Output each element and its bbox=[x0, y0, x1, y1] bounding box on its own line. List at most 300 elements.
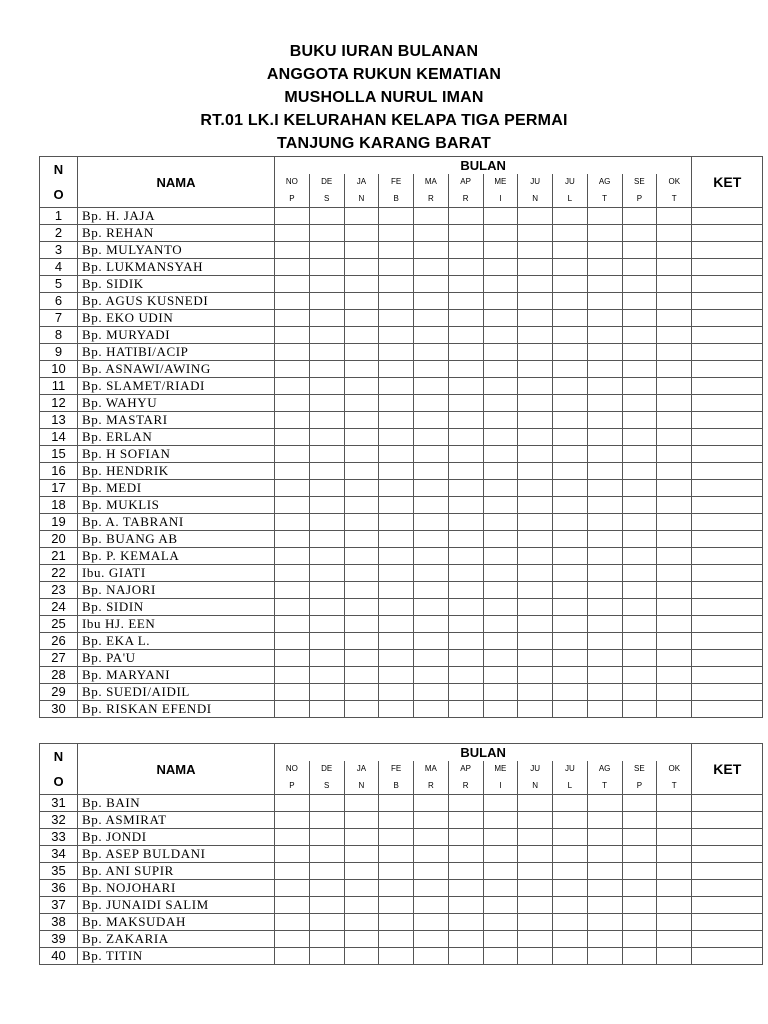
month-payment-cell[interactable] bbox=[414, 880, 449, 897]
month-payment-cell[interactable] bbox=[483, 846, 518, 863]
month-payment-cell[interactable] bbox=[483, 531, 518, 548]
month-payment-cell[interactable] bbox=[587, 795, 622, 812]
month-payment-cell[interactable] bbox=[414, 914, 449, 931]
month-payment-cell[interactable] bbox=[344, 208, 379, 225]
month-payment-cell[interactable] bbox=[483, 616, 518, 633]
month-payment-cell[interactable] bbox=[553, 480, 588, 497]
month-payment-cell[interactable] bbox=[657, 880, 692, 897]
month-payment-cell[interactable] bbox=[553, 395, 588, 412]
month-payment-cell[interactable] bbox=[518, 684, 553, 701]
month-payment-cell[interactable] bbox=[518, 293, 553, 310]
month-payment-cell[interactable] bbox=[275, 667, 310, 684]
month-payment-cell[interactable] bbox=[309, 412, 344, 429]
month-payment-cell[interactable] bbox=[309, 497, 344, 514]
month-payment-cell[interactable] bbox=[553, 276, 588, 293]
month-payment-cell[interactable] bbox=[518, 378, 553, 395]
month-payment-cell[interactable] bbox=[414, 582, 449, 599]
month-payment-cell[interactable] bbox=[379, 616, 414, 633]
month-payment-cell[interactable] bbox=[379, 914, 414, 931]
ket-cell[interactable] bbox=[692, 914, 763, 931]
month-payment-cell[interactable] bbox=[657, 914, 692, 931]
month-payment-cell[interactable] bbox=[379, 684, 414, 701]
month-payment-cell[interactable] bbox=[275, 846, 310, 863]
month-payment-cell[interactable] bbox=[309, 548, 344, 565]
month-payment-cell[interactable] bbox=[344, 327, 379, 344]
month-payment-cell[interactable] bbox=[414, 565, 449, 582]
month-payment-cell[interactable] bbox=[414, 293, 449, 310]
month-payment-cell[interactable] bbox=[309, 914, 344, 931]
month-payment-cell[interactable] bbox=[518, 948, 553, 965]
month-payment-cell[interactable] bbox=[657, 327, 692, 344]
month-payment-cell[interactable] bbox=[275, 480, 310, 497]
ket-cell[interactable] bbox=[692, 242, 763, 259]
month-payment-cell[interactable] bbox=[657, 276, 692, 293]
month-payment-cell[interactable] bbox=[379, 259, 414, 276]
month-payment-cell[interactable] bbox=[553, 344, 588, 361]
month-payment-cell[interactable] bbox=[309, 880, 344, 897]
month-payment-cell[interactable] bbox=[379, 446, 414, 463]
month-payment-cell[interactable] bbox=[309, 863, 344, 880]
ket-cell[interactable] bbox=[692, 548, 763, 565]
month-payment-cell[interactable] bbox=[448, 497, 483, 514]
month-payment-cell[interactable] bbox=[587, 446, 622, 463]
month-payment-cell[interactable] bbox=[275, 412, 310, 429]
ket-cell[interactable] bbox=[692, 480, 763, 497]
month-payment-cell[interactable] bbox=[587, 863, 622, 880]
month-payment-cell[interactable] bbox=[587, 531, 622, 548]
ket-cell[interactable] bbox=[692, 463, 763, 480]
month-payment-cell[interactable] bbox=[275, 327, 310, 344]
month-payment-cell[interactable] bbox=[518, 412, 553, 429]
ket-cell[interactable] bbox=[692, 582, 763, 599]
month-payment-cell[interactable] bbox=[553, 897, 588, 914]
ket-cell[interactable] bbox=[692, 565, 763, 582]
month-payment-cell[interactable] bbox=[309, 242, 344, 259]
month-payment-cell[interactable] bbox=[622, 880, 657, 897]
month-payment-cell[interactable] bbox=[344, 948, 379, 965]
month-payment-cell[interactable] bbox=[657, 863, 692, 880]
month-payment-cell[interactable] bbox=[657, 480, 692, 497]
ket-cell[interactable] bbox=[692, 829, 763, 846]
ket-cell[interactable] bbox=[692, 446, 763, 463]
month-payment-cell[interactable] bbox=[518, 259, 553, 276]
month-payment-cell[interactable] bbox=[309, 684, 344, 701]
month-payment-cell[interactable] bbox=[553, 429, 588, 446]
month-payment-cell[interactable] bbox=[344, 812, 379, 829]
month-payment-cell[interactable] bbox=[587, 650, 622, 667]
month-payment-cell[interactable] bbox=[483, 548, 518, 565]
ket-cell[interactable] bbox=[692, 633, 763, 650]
month-payment-cell[interactable] bbox=[309, 327, 344, 344]
month-payment-cell[interactable] bbox=[622, 667, 657, 684]
month-payment-cell[interactable] bbox=[414, 429, 449, 446]
month-payment-cell[interactable] bbox=[275, 276, 310, 293]
month-payment-cell[interactable] bbox=[483, 931, 518, 948]
month-payment-cell[interactable] bbox=[448, 463, 483, 480]
month-payment-cell[interactable] bbox=[275, 208, 310, 225]
month-payment-cell[interactable] bbox=[379, 863, 414, 880]
month-payment-cell[interactable] bbox=[448, 531, 483, 548]
month-payment-cell[interactable] bbox=[483, 948, 518, 965]
month-payment-cell[interactable] bbox=[483, 880, 518, 897]
month-payment-cell[interactable] bbox=[448, 684, 483, 701]
month-payment-cell[interactable] bbox=[553, 259, 588, 276]
month-payment-cell[interactable] bbox=[622, 812, 657, 829]
month-payment-cell[interactable] bbox=[414, 667, 449, 684]
month-payment-cell[interactable] bbox=[622, 395, 657, 412]
month-payment-cell[interactable] bbox=[448, 880, 483, 897]
month-payment-cell[interactable] bbox=[518, 548, 553, 565]
month-payment-cell[interactable] bbox=[448, 548, 483, 565]
month-payment-cell[interactable] bbox=[448, 565, 483, 582]
month-payment-cell[interactable] bbox=[275, 914, 310, 931]
month-payment-cell[interactable] bbox=[448, 480, 483, 497]
month-payment-cell[interactable] bbox=[275, 344, 310, 361]
ket-cell[interactable] bbox=[692, 378, 763, 395]
month-payment-cell[interactable] bbox=[448, 897, 483, 914]
ket-cell[interactable] bbox=[692, 667, 763, 684]
month-payment-cell[interactable] bbox=[622, 378, 657, 395]
month-payment-cell[interactable] bbox=[379, 931, 414, 948]
month-payment-cell[interactable] bbox=[309, 225, 344, 242]
month-payment-cell[interactable] bbox=[344, 259, 379, 276]
month-payment-cell[interactable] bbox=[344, 429, 379, 446]
ket-cell[interactable] bbox=[692, 684, 763, 701]
month-payment-cell[interactable] bbox=[622, 361, 657, 378]
month-payment-cell[interactable] bbox=[309, 795, 344, 812]
ket-cell[interactable] bbox=[692, 412, 763, 429]
ket-cell[interactable] bbox=[692, 650, 763, 667]
month-payment-cell[interactable] bbox=[379, 310, 414, 327]
month-payment-cell[interactable] bbox=[657, 361, 692, 378]
month-payment-cell[interactable] bbox=[448, 514, 483, 531]
month-payment-cell[interactable] bbox=[414, 616, 449, 633]
month-payment-cell[interactable] bbox=[275, 599, 310, 616]
month-payment-cell[interactable] bbox=[275, 446, 310, 463]
month-payment-cell[interactable] bbox=[657, 344, 692, 361]
month-payment-cell[interactable] bbox=[309, 829, 344, 846]
month-payment-cell[interactable] bbox=[483, 327, 518, 344]
month-payment-cell[interactable] bbox=[379, 225, 414, 242]
month-payment-cell[interactable] bbox=[587, 293, 622, 310]
month-payment-cell[interactable] bbox=[483, 242, 518, 259]
month-payment-cell[interactable] bbox=[275, 795, 310, 812]
month-payment-cell[interactable] bbox=[344, 225, 379, 242]
month-payment-cell[interactable] bbox=[518, 633, 553, 650]
month-payment-cell[interactable] bbox=[344, 616, 379, 633]
month-payment-cell[interactable] bbox=[483, 395, 518, 412]
month-payment-cell[interactable] bbox=[553, 846, 588, 863]
month-payment-cell[interactable] bbox=[379, 497, 414, 514]
month-payment-cell[interactable] bbox=[657, 412, 692, 429]
month-payment-cell[interactable] bbox=[657, 701, 692, 718]
month-payment-cell[interactable] bbox=[553, 616, 588, 633]
month-payment-cell[interactable] bbox=[448, 344, 483, 361]
month-payment-cell[interactable] bbox=[483, 599, 518, 616]
month-payment-cell[interactable] bbox=[553, 701, 588, 718]
month-payment-cell[interactable] bbox=[414, 633, 449, 650]
month-payment-cell[interactable] bbox=[275, 633, 310, 650]
month-payment-cell[interactable] bbox=[657, 548, 692, 565]
month-payment-cell[interactable] bbox=[448, 863, 483, 880]
month-payment-cell[interactable] bbox=[275, 225, 310, 242]
month-payment-cell[interactable] bbox=[414, 548, 449, 565]
month-payment-cell[interactable] bbox=[553, 948, 588, 965]
month-payment-cell[interactable] bbox=[309, 514, 344, 531]
month-payment-cell[interactable] bbox=[448, 310, 483, 327]
month-payment-cell[interactable] bbox=[587, 667, 622, 684]
month-payment-cell[interactable] bbox=[414, 276, 449, 293]
month-payment-cell[interactable] bbox=[622, 565, 657, 582]
month-payment-cell[interactable] bbox=[379, 208, 414, 225]
month-payment-cell[interactable] bbox=[657, 293, 692, 310]
month-payment-cell[interactable] bbox=[518, 480, 553, 497]
month-payment-cell[interactable] bbox=[448, 616, 483, 633]
month-payment-cell[interactable] bbox=[657, 497, 692, 514]
month-payment-cell[interactable] bbox=[622, 914, 657, 931]
month-payment-cell[interactable] bbox=[518, 531, 553, 548]
month-payment-cell[interactable] bbox=[518, 897, 553, 914]
month-payment-cell[interactable] bbox=[309, 208, 344, 225]
month-payment-cell[interactable] bbox=[414, 599, 449, 616]
month-payment-cell[interactable] bbox=[483, 412, 518, 429]
month-payment-cell[interactable] bbox=[553, 310, 588, 327]
month-payment-cell[interactable] bbox=[622, 846, 657, 863]
month-payment-cell[interactable] bbox=[309, 259, 344, 276]
month-payment-cell[interactable] bbox=[379, 463, 414, 480]
month-payment-cell[interactable] bbox=[657, 599, 692, 616]
month-payment-cell[interactable] bbox=[483, 684, 518, 701]
month-payment-cell[interactable] bbox=[448, 242, 483, 259]
month-payment-cell[interactable] bbox=[553, 446, 588, 463]
month-payment-cell[interactable] bbox=[553, 565, 588, 582]
month-payment-cell[interactable] bbox=[379, 429, 414, 446]
month-payment-cell[interactable] bbox=[553, 599, 588, 616]
month-payment-cell[interactable] bbox=[379, 880, 414, 897]
month-payment-cell[interactable] bbox=[622, 276, 657, 293]
month-payment-cell[interactable] bbox=[587, 412, 622, 429]
month-payment-cell[interactable] bbox=[553, 242, 588, 259]
month-payment-cell[interactable] bbox=[344, 667, 379, 684]
month-payment-cell[interactable] bbox=[657, 650, 692, 667]
month-payment-cell[interactable] bbox=[518, 616, 553, 633]
month-payment-cell[interactable] bbox=[622, 616, 657, 633]
month-payment-cell[interactable] bbox=[309, 395, 344, 412]
month-payment-cell[interactable] bbox=[518, 514, 553, 531]
month-payment-cell[interactable] bbox=[344, 582, 379, 599]
month-payment-cell[interactable] bbox=[344, 310, 379, 327]
month-payment-cell[interactable] bbox=[414, 310, 449, 327]
ket-cell[interactable] bbox=[692, 208, 763, 225]
month-payment-cell[interactable] bbox=[309, 463, 344, 480]
month-payment-cell[interactable] bbox=[587, 914, 622, 931]
month-payment-cell[interactable] bbox=[379, 548, 414, 565]
month-payment-cell[interactable] bbox=[622, 650, 657, 667]
month-payment-cell[interactable] bbox=[448, 378, 483, 395]
month-payment-cell[interactable] bbox=[448, 582, 483, 599]
month-payment-cell[interactable] bbox=[483, 276, 518, 293]
month-payment-cell[interactable] bbox=[587, 429, 622, 446]
month-payment-cell[interactable] bbox=[518, 446, 553, 463]
ket-cell[interactable] bbox=[692, 897, 763, 914]
month-payment-cell[interactable] bbox=[622, 599, 657, 616]
month-payment-cell[interactable] bbox=[379, 948, 414, 965]
month-payment-cell[interactable] bbox=[587, 276, 622, 293]
month-payment-cell[interactable] bbox=[483, 259, 518, 276]
month-payment-cell[interactable] bbox=[448, 914, 483, 931]
month-payment-cell[interactable] bbox=[622, 514, 657, 531]
month-payment-cell[interactable] bbox=[553, 880, 588, 897]
month-payment-cell[interactable] bbox=[448, 633, 483, 650]
month-payment-cell[interactable] bbox=[344, 344, 379, 361]
month-payment-cell[interactable] bbox=[553, 463, 588, 480]
month-payment-cell[interactable] bbox=[657, 633, 692, 650]
month-payment-cell[interactable] bbox=[448, 225, 483, 242]
month-payment-cell[interactable] bbox=[309, 378, 344, 395]
month-payment-cell[interactable] bbox=[275, 514, 310, 531]
month-payment-cell[interactable] bbox=[309, 446, 344, 463]
month-payment-cell[interactable] bbox=[622, 863, 657, 880]
month-payment-cell[interactable] bbox=[587, 931, 622, 948]
month-payment-cell[interactable] bbox=[553, 378, 588, 395]
month-payment-cell[interactable] bbox=[309, 846, 344, 863]
month-payment-cell[interactable] bbox=[414, 650, 449, 667]
month-payment-cell[interactable] bbox=[448, 259, 483, 276]
month-payment-cell[interactable] bbox=[309, 293, 344, 310]
month-payment-cell[interactable] bbox=[309, 633, 344, 650]
month-payment-cell[interactable] bbox=[518, 880, 553, 897]
month-payment-cell[interactable] bbox=[414, 931, 449, 948]
month-payment-cell[interactable] bbox=[518, 463, 553, 480]
month-payment-cell[interactable] bbox=[275, 650, 310, 667]
month-payment-cell[interactable] bbox=[622, 931, 657, 948]
month-payment-cell[interactable] bbox=[309, 599, 344, 616]
month-payment-cell[interactable] bbox=[518, 225, 553, 242]
month-payment-cell[interactable] bbox=[275, 378, 310, 395]
month-payment-cell[interactable] bbox=[657, 514, 692, 531]
month-payment-cell[interactable] bbox=[657, 446, 692, 463]
month-payment-cell[interactable] bbox=[414, 242, 449, 259]
month-payment-cell[interactable] bbox=[414, 480, 449, 497]
month-payment-cell[interactable] bbox=[483, 582, 518, 599]
ket-cell[interactable] bbox=[692, 599, 763, 616]
month-payment-cell[interactable] bbox=[309, 582, 344, 599]
month-payment-cell[interactable] bbox=[344, 914, 379, 931]
ket-cell[interactable] bbox=[692, 259, 763, 276]
ket-cell[interactable] bbox=[692, 429, 763, 446]
month-payment-cell[interactable] bbox=[622, 684, 657, 701]
month-payment-cell[interactable] bbox=[553, 293, 588, 310]
month-payment-cell[interactable] bbox=[275, 829, 310, 846]
month-payment-cell[interactable] bbox=[553, 914, 588, 931]
month-payment-cell[interactable] bbox=[587, 327, 622, 344]
month-payment-cell[interactable] bbox=[553, 497, 588, 514]
month-payment-cell[interactable] bbox=[622, 948, 657, 965]
month-payment-cell[interactable] bbox=[587, 565, 622, 582]
month-payment-cell[interactable] bbox=[483, 565, 518, 582]
ket-cell[interactable] bbox=[692, 880, 763, 897]
month-payment-cell[interactable] bbox=[622, 480, 657, 497]
month-payment-cell[interactable] bbox=[657, 897, 692, 914]
month-payment-cell[interactable] bbox=[483, 463, 518, 480]
month-payment-cell[interactable] bbox=[483, 344, 518, 361]
month-payment-cell[interactable] bbox=[344, 514, 379, 531]
month-payment-cell[interactable] bbox=[309, 480, 344, 497]
month-payment-cell[interactable] bbox=[518, 795, 553, 812]
month-payment-cell[interactable] bbox=[379, 701, 414, 718]
month-payment-cell[interactable] bbox=[344, 599, 379, 616]
month-payment-cell[interactable] bbox=[553, 412, 588, 429]
month-payment-cell[interactable] bbox=[309, 948, 344, 965]
month-payment-cell[interactable] bbox=[587, 242, 622, 259]
month-payment-cell[interactable] bbox=[587, 897, 622, 914]
month-payment-cell[interactable] bbox=[414, 463, 449, 480]
month-payment-cell[interactable] bbox=[275, 361, 310, 378]
month-payment-cell[interactable] bbox=[657, 225, 692, 242]
month-payment-cell[interactable] bbox=[483, 293, 518, 310]
month-payment-cell[interactable] bbox=[483, 650, 518, 667]
month-payment-cell[interactable] bbox=[622, 463, 657, 480]
month-payment-cell[interactable] bbox=[483, 497, 518, 514]
month-payment-cell[interactable] bbox=[414, 684, 449, 701]
month-payment-cell[interactable] bbox=[518, 242, 553, 259]
month-payment-cell[interactable] bbox=[448, 395, 483, 412]
month-payment-cell[interactable] bbox=[275, 429, 310, 446]
month-payment-cell[interactable] bbox=[518, 650, 553, 667]
month-payment-cell[interactable] bbox=[483, 514, 518, 531]
month-payment-cell[interactable] bbox=[587, 633, 622, 650]
month-payment-cell[interactable] bbox=[622, 531, 657, 548]
month-payment-cell[interactable] bbox=[275, 880, 310, 897]
month-payment-cell[interactable] bbox=[275, 616, 310, 633]
month-payment-cell[interactable] bbox=[657, 667, 692, 684]
month-payment-cell[interactable] bbox=[587, 497, 622, 514]
month-payment-cell[interactable] bbox=[309, 897, 344, 914]
month-payment-cell[interactable] bbox=[518, 327, 553, 344]
month-payment-cell[interactable] bbox=[379, 378, 414, 395]
month-payment-cell[interactable] bbox=[344, 276, 379, 293]
month-payment-cell[interactable] bbox=[622, 633, 657, 650]
month-payment-cell[interactable] bbox=[379, 276, 414, 293]
month-payment-cell[interactable] bbox=[448, 429, 483, 446]
month-payment-cell[interactable] bbox=[553, 829, 588, 846]
month-payment-cell[interactable] bbox=[518, 667, 553, 684]
month-payment-cell[interactable] bbox=[448, 208, 483, 225]
month-payment-cell[interactable] bbox=[344, 684, 379, 701]
month-payment-cell[interactable] bbox=[414, 344, 449, 361]
month-payment-cell[interactable] bbox=[622, 225, 657, 242]
month-payment-cell[interactable] bbox=[657, 931, 692, 948]
month-payment-cell[interactable] bbox=[379, 795, 414, 812]
month-payment-cell[interactable] bbox=[448, 812, 483, 829]
month-payment-cell[interactable] bbox=[344, 497, 379, 514]
month-payment-cell[interactable] bbox=[448, 931, 483, 948]
month-payment-cell[interactable] bbox=[275, 293, 310, 310]
month-payment-cell[interactable] bbox=[587, 829, 622, 846]
month-payment-cell[interactable] bbox=[309, 276, 344, 293]
month-payment-cell[interactable] bbox=[275, 548, 310, 565]
month-payment-cell[interactable] bbox=[448, 701, 483, 718]
month-payment-cell[interactable] bbox=[379, 599, 414, 616]
ket-cell[interactable] bbox=[692, 395, 763, 412]
month-payment-cell[interactable] bbox=[553, 327, 588, 344]
month-payment-cell[interactable] bbox=[587, 259, 622, 276]
month-payment-cell[interactable] bbox=[622, 897, 657, 914]
month-payment-cell[interactable] bbox=[414, 395, 449, 412]
month-payment-cell[interactable] bbox=[553, 514, 588, 531]
month-payment-cell[interactable] bbox=[622, 829, 657, 846]
ket-cell[interactable] bbox=[692, 497, 763, 514]
